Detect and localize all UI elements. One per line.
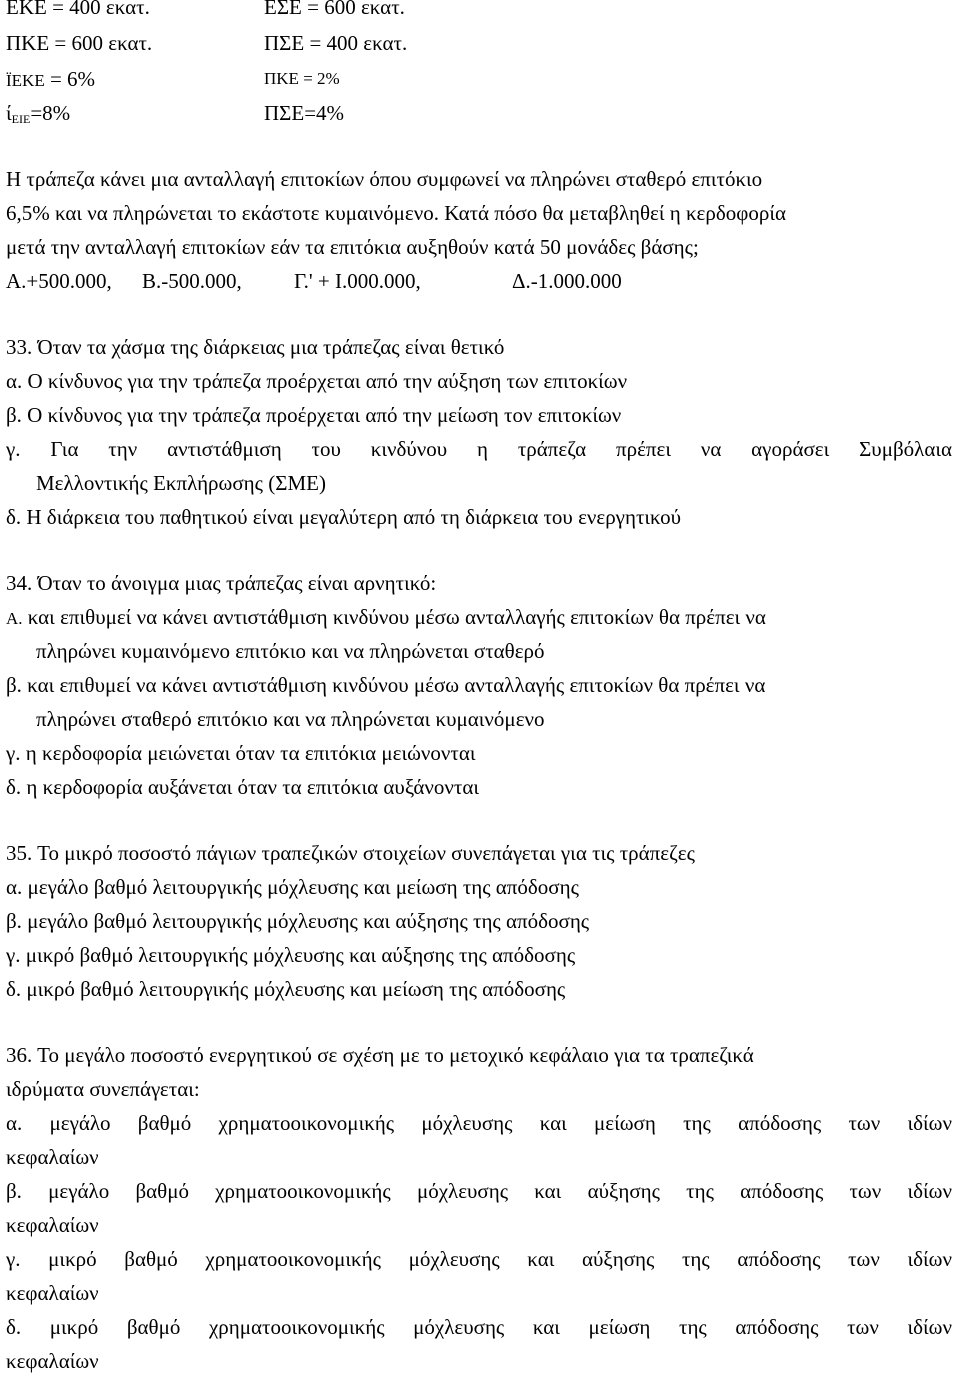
q36-title-line-1: 36. Το μεγάλο ποσοστό ενεργητικού σε σχέση με το μετοχικό κεφάλαιο για τα τραπεζικά (6, 1043, 754, 1067)
q33-option-c-line-2: Μελλοντικής Εκπλήρωσης (ΣΜΕ) (36, 471, 326, 495)
q33-title: 33. Όταν τα χάσμα της διάρκειας μια τράπεζας είναι θετικό (6, 335, 505, 359)
q34-option-b-line-1: β. και επιθυμεί να κάνει αντιστάθμιση κινδύνου μέσω ανταλλαγής επιτοκίων θα πρέπει να (6, 673, 766, 697)
i-eie-rate: $ί_{EIE}=8\%$ (6, 101, 71, 126)
pke-value: ΠΚΕ = 600 εκατ. (6, 31, 153, 55)
header-row-3 (6, 66, 952, 94)
q34-option-a-line-1: Α. και επιθυμεί να κάνει αντιστάθμιση κινδύνου μέσω ανταλλαγής επιτοκίων θα πρέπει να (6, 605, 766, 629)
ese-value: ΕΣΕ = 600 εκατ. (264, 0, 405, 19)
q32-option-b: Β.-500.000, (142, 269, 242, 293)
q36-option-c-line-2: κεφαλαίων (6, 1281, 99, 1305)
q33-option-c-line-1: γ. Για την αντιστάθμιση του κινδύνου η τράπεζα πρέπει να αγοράσει Συμβόλαια (6, 437, 952, 461)
q36-title-line-2: ιδρύματα συνεπάγεται: (6, 1077, 200, 1101)
q32-options (6, 268, 952, 294)
eke-value: ΕΚΕ = 400 εκατ. (6, 0, 150, 19)
q34-title: 34. Όταν το άνοιγμα μιας τράπεζας είναι αρνητικό: (6, 571, 437, 595)
q32-line-2: 6,5% και να πληρώνεται το εκάστοτε κυμαινόμενο. Κατά πόσο θα μεταβληθεί η κερδοφορία (6, 201, 786, 225)
q36-option-a-line-1: α. μεγάλο βαθμό χρηματοοικονομικής μόχλευσης και μείωση της απόδοσης των ιδίων (6, 1111, 952, 1135)
q33-option-d: δ. Η διάρκεια του παθητικού είναι μεγαλύτερη από τη διάρκεια του ενεργητικού (6, 505, 682, 529)
q34-option-d: δ. η κερδοφορία αυξάνεται όταν τα επιτόκια αυξάνονται (6, 775, 479, 799)
q36-option-d-line-1: δ. μικρό βαθμό χρηματοοικονομικής μόχλευσης και μείωση της απόδοσης των ιδίων (6, 1315, 952, 1339)
q35-title: 35. Το μικρό ποσοστό πάγιων τραπεζικών στοιχείων συνεπάγεται για τις τράπεζες (6, 841, 695, 865)
q35-option-b: β. μεγάλο βαθμό λειτουργικής μόχλευσης και αύξησης της απόδοσης (6, 909, 590, 933)
q32-option-c: Γ.' + Ι.000.000, (294, 269, 421, 293)
q32-option-d: Δ.-1.000.000 (512, 269, 622, 293)
q36-option-d-line-2: κεφαλαίων (6, 1349, 99, 1373)
header-row-4 (6, 100, 952, 132)
q36-option-c-line-1: γ. μικρό βαθμό χρηματοοικονομικής μόχλευσης και αύξησης της απόδοσης των ιδίων (6, 1247, 952, 1271)
q33-option-a: α. Ο κίνδυνος για την τράπεζα προέρχεται από την αύξηση των επιτοκίων (6, 369, 628, 393)
q34-option-a-line-2: πληρώνει κυμαινόμενο επιτόκιο και να πληρώνεται σταθερό (36, 639, 545, 663)
header-row-2 (6, 30, 952, 56)
q33-option-b: β. Ο κίνδυνος για την τράπεζα προέρχεται από την μείωση τον επιτοκίων (6, 403, 622, 427)
q34-option-c: γ. η κερδοφορία μειώνεται όταν τα επιτόκια μειώνονται (6, 741, 476, 765)
i-eke-rate: ΪΕΚΕ = 6% (6, 67, 96, 91)
q36-option-a-line-2: κεφαλαίων (6, 1145, 99, 1169)
q32-line-1: Η τράπεζα κάνει μια ανταλλαγή επιτοκίων όπου συμφωνεί να πληρώνει σταθερό επιτόκιο (6, 167, 763, 191)
q35-option-a: α. μεγάλο βαθμό λειτουργικής μόχλευσης και μείωση της απόδοσης (6, 875, 579, 899)
q35-option-d: δ. μικρό βαθμό λειτουργικής μόχλευσης και μείωση της απόδοσης (6, 977, 566, 1001)
pse-value: ΠΣΕ = 400 εκατ. (264, 31, 408, 55)
pse-rate: ΠΣΕ=4% (264, 101, 345, 125)
q32-line-3: μετά την ανταλλαγή επιτοκίων εάν τα επιτόκια αυξηθούν κατά 50 μονάδες βάσης; (6, 235, 699, 259)
pke-rate: ΠΚΕ = 2% (264, 69, 340, 88)
q32-option-a: Α.+500.000, (6, 269, 112, 293)
q35-option-c: γ. μικρό βαθμό λειτουργικής μόχλευσης και αύξησης της απόδοσης (6, 943, 576, 967)
q36-option-b-line-2: κεφαλαίων (6, 1213, 99, 1237)
q36-option-b-line-1: β. μεγάλο βαθμό χρηματοοικονομικής μόχλευσης και αύξησης της απόδοσης των ιδίων (6, 1179, 952, 1203)
q34-option-b-line-2: πληρώνει σταθερό επιτόκιο και να πληρώνεται κυμαινόμενο (36, 707, 545, 731)
header-row-1 (6, 0, 952, 20)
